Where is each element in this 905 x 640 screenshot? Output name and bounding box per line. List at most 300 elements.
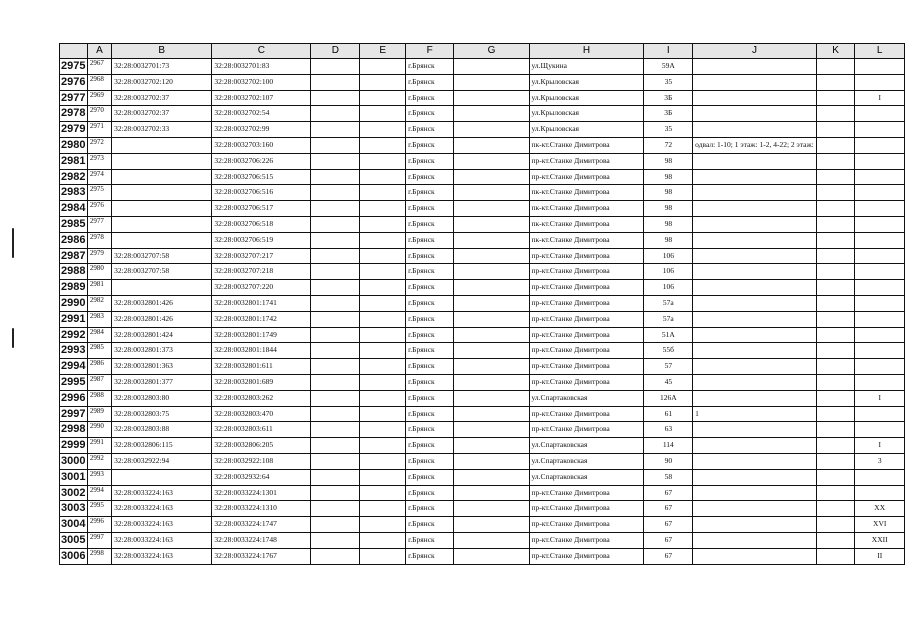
- cell-i[interactable]: 51А: [644, 327, 693, 343]
- cell-e[interactable]: [360, 485, 406, 501]
- cell-k[interactable]: [816, 295, 855, 311]
- cell-i[interactable]: 67: [644, 501, 693, 517]
- cell-i[interactable]: 55б: [644, 343, 693, 359]
- cell-b[interactable]: 32:28:0032702:120: [112, 74, 212, 90]
- cell-e[interactable]: [360, 501, 406, 517]
- cell-c[interactable]: 32:28:0032706:516: [212, 185, 311, 201]
- row-number[interactable]: 2992: [60, 327, 88, 343]
- cell-d[interactable]: [311, 185, 360, 201]
- cell-g[interactable]: [454, 295, 529, 311]
- cell-f[interactable]: г.Брянск: [406, 453, 454, 469]
- cell-k[interactable]: [816, 264, 855, 280]
- cell-l[interactable]: [855, 280, 905, 296]
- cell-a[interactable]: [87, 343, 111, 359]
- cell-e[interactable]: [360, 390, 406, 406]
- cell-a[interactable]: [87, 59, 111, 75]
- cell-b[interactable]: 32:28:0032707:58: [112, 264, 212, 280]
- cell-e[interactable]: [360, 422, 406, 438]
- cell-a[interactable]: [87, 106, 111, 122]
- cell-g[interactable]: [454, 422, 529, 438]
- cell-g[interactable]: [454, 216, 529, 232]
- cell-f[interactable]: г.Брянск: [406, 264, 454, 280]
- cell-e[interactable]: [360, 153, 406, 169]
- cell-b[interactable]: 32:28:0033224:163: [112, 532, 212, 548]
- cell-e[interactable]: [360, 106, 406, 122]
- cell-f[interactable]: г.Брянск: [406, 390, 454, 406]
- cell-d[interactable]: [311, 153, 360, 169]
- cell-a[interactable]: [87, 327, 111, 343]
- cell-k[interactable]: [816, 485, 855, 501]
- row-number[interactable]: 3001: [60, 469, 88, 485]
- cell-g[interactable]: [454, 517, 529, 533]
- cell-a[interactable]: [87, 532, 111, 548]
- cell-a[interactable]: [87, 248, 111, 264]
- cell-h[interactable]: ул.Спартаковская: [529, 453, 644, 469]
- cell-f[interactable]: г.Брянск: [406, 74, 454, 90]
- cell-j[interactable]: [693, 153, 817, 169]
- cell-a[interactable]: [87, 169, 111, 185]
- column-header-corner[interactable]: [60, 44, 88, 59]
- cell-f[interactable]: г.Брянск: [406, 532, 454, 548]
- cell-c[interactable]: 32:28:0032932:64: [212, 469, 311, 485]
- cell-c[interactable]: 32:28:0032806:205: [212, 438, 311, 454]
- cell-d[interactable]: [311, 469, 360, 485]
- cell-f[interactable]: г.Брянск: [406, 137, 454, 153]
- cell-f[interactable]: г.Брянск: [406, 122, 454, 138]
- cell-b[interactable]: 32:28:0032803:80: [112, 390, 212, 406]
- cell-d[interactable]: [311, 122, 360, 138]
- cell-c[interactable]: 32:28:0032801:1844: [212, 343, 311, 359]
- cell-j[interactable]: [693, 374, 817, 390]
- cell-f[interactable]: г.Брянск: [406, 469, 454, 485]
- cell-j[interactable]: [693, 469, 817, 485]
- cell-d[interactable]: [311, 485, 360, 501]
- cell-i[interactable]: 3Б: [644, 90, 693, 106]
- cell-e[interactable]: [360, 137, 406, 153]
- cell-f[interactable]: г.Брянск: [406, 248, 454, 264]
- cell-g[interactable]: [454, 532, 529, 548]
- cell-b[interactable]: 32:28:0032702:37: [112, 106, 212, 122]
- column-header-i[interactable]: I: [644, 44, 693, 59]
- cell-i[interactable]: 90: [644, 453, 693, 469]
- cell-c[interactable]: 32:28:0032701:83: [212, 59, 311, 75]
- cell-e[interactable]: [360, 438, 406, 454]
- cell-a[interactable]: [87, 406, 111, 422]
- cell-j[interactable]: [693, 280, 817, 296]
- cell-d[interactable]: [311, 74, 360, 90]
- cell-l[interactable]: II: [855, 548, 905, 564]
- cell-d[interactable]: [311, 232, 360, 248]
- row-number[interactable]: 3005: [60, 532, 88, 548]
- cell-j[interactable]: [693, 501, 817, 517]
- cell-b[interactable]: 32:28:0033224:163: [112, 517, 212, 533]
- cell-k[interactable]: [816, 169, 855, 185]
- cell-k[interactable]: [816, 548, 855, 564]
- cell-f[interactable]: г.Брянск: [406, 106, 454, 122]
- cell-a[interactable]: [87, 232, 111, 248]
- cell-k[interactable]: [816, 343, 855, 359]
- cell-b[interactable]: 32:28:0032803:75: [112, 406, 212, 422]
- cell-a[interactable]: [87, 74, 111, 90]
- cell-a[interactable]: [87, 295, 111, 311]
- cell-b[interactable]: [112, 232, 212, 248]
- cell-e[interactable]: [360, 406, 406, 422]
- cell-i[interactable]: 98: [644, 216, 693, 232]
- cell-c[interactable]: 32:28:0033224:1747: [212, 517, 311, 533]
- cell-i[interactable]: 35: [644, 122, 693, 138]
- cell-k[interactable]: [816, 201, 855, 217]
- cell-k[interactable]: [816, 327, 855, 343]
- cell-j[interactable]: [693, 359, 817, 375]
- cell-a[interactable]: [87, 517, 111, 533]
- cell-d[interactable]: [311, 517, 360, 533]
- cell-l[interactable]: [855, 248, 905, 264]
- cell-k[interactable]: [816, 137, 855, 153]
- cell-b[interactable]: 32:28:0033224:163: [112, 485, 212, 501]
- row-number[interactable]: 2987: [60, 248, 88, 264]
- cell-d[interactable]: [311, 359, 360, 375]
- cell-d[interactable]: [311, 548, 360, 564]
- cell-i[interactable]: 114: [644, 438, 693, 454]
- row-number[interactable]: 3006: [60, 548, 88, 564]
- row-number[interactable]: 2995: [60, 374, 88, 390]
- cell-h[interactable]: ул.Крыловская: [529, 106, 644, 122]
- cell-g[interactable]: [454, 280, 529, 296]
- cell-a[interactable]: [87, 390, 111, 406]
- row-number[interactable]: 2996: [60, 390, 88, 406]
- cell-i[interactable]: 57а: [644, 311, 693, 327]
- cell-a[interactable]: [87, 137, 111, 153]
- cell-i[interactable]: 67: [644, 485, 693, 501]
- cell-g[interactable]: [454, 374, 529, 390]
- cell-g[interactable]: [454, 406, 529, 422]
- cell-k[interactable]: [816, 216, 855, 232]
- cell-k[interactable]: [816, 311, 855, 327]
- cell-a[interactable]: [87, 485, 111, 501]
- cell-f[interactable]: г.Брянск: [406, 59, 454, 75]
- cell-d[interactable]: [311, 438, 360, 454]
- cell-b[interactable]: [112, 137, 212, 153]
- cell-c[interactable]: 32:28:0032702:107: [212, 90, 311, 106]
- cell-h[interactable]: пр-кт.Станке Димитрова: [529, 280, 644, 296]
- cell-k[interactable]: [816, 422, 855, 438]
- row-number[interactable]: 2980: [60, 137, 88, 153]
- cell-e[interactable]: [360, 343, 406, 359]
- cell-h[interactable]: пр-кт.Станке Димитрова: [529, 548, 644, 564]
- column-header-f[interactable]: F: [406, 44, 454, 59]
- row-number[interactable]: 2988: [60, 264, 88, 280]
- row-number[interactable]: 3004: [60, 517, 88, 533]
- row-number[interactable]: 2989: [60, 280, 88, 296]
- cell-j[interactable]: одвал: 1-10; 1 этаж: 1-2, 4-22; 2 этаж:: [693, 137, 817, 153]
- cell-a[interactable]: [87, 153, 111, 169]
- cell-e[interactable]: [360, 532, 406, 548]
- cell-e[interactable]: [360, 359, 406, 375]
- cell-l[interactable]: [855, 169, 905, 185]
- cell-h[interactable]: пр-кт.Станке Димитрова: [529, 343, 644, 359]
- cell-e[interactable]: [360, 74, 406, 90]
- row-number[interactable]: 3003: [60, 501, 88, 517]
- cell-l[interactable]: [855, 469, 905, 485]
- cell-l[interactable]: [855, 327, 905, 343]
- cell-l[interactable]: [855, 201, 905, 217]
- cell-l[interactable]: [855, 232, 905, 248]
- row-number[interactable]: 2982: [60, 169, 88, 185]
- cell-c[interactable]: 32:28:0032801:1742: [212, 311, 311, 327]
- cell-e[interactable]: [360, 248, 406, 264]
- cell-a[interactable]: [87, 216, 111, 232]
- cell-j[interactable]: [693, 185, 817, 201]
- cell-f[interactable]: г.Брянск: [406, 327, 454, 343]
- cell-h[interactable]: пр-кт.Станке Димитрова: [529, 153, 644, 169]
- cell-j[interactable]: [693, 90, 817, 106]
- cell-l[interactable]: [855, 343, 905, 359]
- cell-f[interactable]: г.Брянск: [406, 216, 454, 232]
- cell-b[interactable]: 32:28:0032702:33: [112, 122, 212, 138]
- row-number[interactable]: 2985: [60, 216, 88, 232]
- cell-a[interactable]: [87, 374, 111, 390]
- cell-f[interactable]: г.Брянск: [406, 343, 454, 359]
- cell-g[interactable]: [454, 201, 529, 217]
- column-header-j[interactable]: J: [693, 44, 817, 59]
- cell-k[interactable]: [816, 74, 855, 90]
- cell-h[interactable]: пр-кт.Станке Димитрова: [529, 295, 644, 311]
- cell-c[interactable]: 32:28:0032803:262: [212, 390, 311, 406]
- cell-l[interactable]: XX: [855, 501, 905, 517]
- cell-b[interactable]: 32:28:0032801:373: [112, 343, 212, 359]
- cell-b[interactable]: [112, 153, 212, 169]
- cell-i[interactable]: 67: [644, 532, 693, 548]
- cell-l[interactable]: [855, 216, 905, 232]
- cell-j[interactable]: [693, 232, 817, 248]
- cell-f[interactable]: г.Брянск: [406, 485, 454, 501]
- cell-g[interactable]: [454, 169, 529, 185]
- cell-d[interactable]: [311, 280, 360, 296]
- cell-j[interactable]: [693, 517, 817, 533]
- cell-g[interactable]: [454, 106, 529, 122]
- cell-i[interactable]: 98: [644, 153, 693, 169]
- cell-e[interactable]: [360, 264, 406, 280]
- cell-d[interactable]: [311, 137, 360, 153]
- cell-b[interactable]: 32:28:0032701:73: [112, 59, 212, 75]
- cell-g[interactable]: [454, 359, 529, 375]
- cell-d[interactable]: [311, 532, 360, 548]
- cell-h[interactable]: пр-кт.Станке Димитрова: [529, 264, 644, 280]
- cell-k[interactable]: [816, 90, 855, 106]
- cell-l[interactable]: [855, 422, 905, 438]
- cell-d[interactable]: [311, 311, 360, 327]
- cell-g[interactable]: [454, 548, 529, 564]
- cell-h[interactable]: ул.Спартаковская: [529, 469, 644, 485]
- cell-f[interactable]: г.Брянск: [406, 406, 454, 422]
- row-number[interactable]: 3002: [60, 485, 88, 501]
- cell-e[interactable]: [360, 469, 406, 485]
- cell-j[interactable]: [693, 422, 817, 438]
- cell-c[interactable]: 32:28:0032706:517: [212, 201, 311, 217]
- cell-l[interactable]: [855, 74, 905, 90]
- cell-i[interactable]: 57: [644, 359, 693, 375]
- cell-h[interactable]: пр-кт.Станке Димитрова: [529, 485, 644, 501]
- cell-c[interactable]: 32:28:0032702:100: [212, 74, 311, 90]
- cell-c[interactable]: 32:28:0032801:689: [212, 374, 311, 390]
- cell-j[interactable]: [693, 59, 817, 75]
- cell-l[interactable]: [855, 264, 905, 280]
- cell-f[interactable]: г.Брянск: [406, 232, 454, 248]
- cell-a[interactable]: [87, 122, 111, 138]
- row-number[interactable]: 2990: [60, 295, 88, 311]
- cell-k[interactable]: [816, 185, 855, 201]
- row-number[interactable]: 2994: [60, 359, 88, 375]
- cell-j[interactable]: [693, 122, 817, 138]
- cell-b[interactable]: 32:28:0032801:377: [112, 374, 212, 390]
- cell-d[interactable]: [311, 390, 360, 406]
- row-number[interactable]: 2979: [60, 122, 88, 138]
- cell-d[interactable]: [311, 374, 360, 390]
- row-number[interactable]: 2998: [60, 422, 88, 438]
- cell-c[interactable]: 32:28:0033224:1301: [212, 485, 311, 501]
- cell-d[interactable]: [311, 201, 360, 217]
- cell-g[interactable]: [454, 327, 529, 343]
- cell-b[interactable]: [112, 185, 212, 201]
- cell-e[interactable]: [360, 548, 406, 564]
- cell-l[interactable]: [855, 185, 905, 201]
- cell-k[interactable]: [816, 453, 855, 469]
- cell-b[interactable]: [112, 280, 212, 296]
- cell-b[interactable]: [112, 169, 212, 185]
- cell-i[interactable]: 106: [644, 264, 693, 280]
- cell-b[interactable]: 32:28:0032707:58: [112, 248, 212, 264]
- cell-h[interactable]: ул.Спартаковская: [529, 438, 644, 454]
- cell-f[interactable]: г.Брянск: [406, 517, 454, 533]
- cell-i[interactable]: 126А: [644, 390, 693, 406]
- cell-i[interactable]: 63: [644, 422, 693, 438]
- cell-a[interactable]: [87, 201, 111, 217]
- cell-i[interactable]: 98: [644, 232, 693, 248]
- column-header-h[interactable]: H: [529, 44, 644, 59]
- cell-d[interactable]: [311, 169, 360, 185]
- cell-l[interactable]: [855, 295, 905, 311]
- column-header-l[interactable]: L: [855, 44, 905, 59]
- cell-c[interactable]: 32:28:0032707:218: [212, 264, 311, 280]
- cell-e[interactable]: [360, 122, 406, 138]
- cell-k[interactable]: [816, 390, 855, 406]
- cell-f[interactable]: г.Брянск: [406, 280, 454, 296]
- column-header-e[interactable]: E: [360, 44, 406, 59]
- cell-i[interactable]: 106: [644, 280, 693, 296]
- cell-k[interactable]: [816, 517, 855, 533]
- cell-b[interactable]: 32:28:0032801:363: [112, 359, 212, 375]
- cell-j[interactable]: [693, 485, 817, 501]
- row-number[interactable]: 2993: [60, 343, 88, 359]
- row-number[interactable]: 2991: [60, 311, 88, 327]
- cell-k[interactable]: [816, 153, 855, 169]
- cell-b[interactable]: 32:28:0032922:94: [112, 453, 212, 469]
- cell-b[interactable]: 32:28:0033224:163: [112, 548, 212, 564]
- cell-e[interactable]: [360, 327, 406, 343]
- row-number[interactable]: 3000: [60, 453, 88, 469]
- cell-b[interactable]: 32:28:0032801:424: [112, 327, 212, 343]
- cell-a[interactable]: [87, 90, 111, 106]
- cell-e[interactable]: [360, 453, 406, 469]
- cell-g[interactable]: [454, 248, 529, 264]
- cell-d[interactable]: [311, 59, 360, 75]
- row-number[interactable]: 2983: [60, 185, 88, 201]
- cell-g[interactable]: [454, 390, 529, 406]
- cell-c[interactable]: 32:28:0032706:519: [212, 232, 311, 248]
- cell-a[interactable]: [87, 422, 111, 438]
- cell-k[interactable]: [816, 501, 855, 517]
- cell-h[interactable]: пк-кт.Станке Димитрова: [529, 232, 644, 248]
- cell-c[interactable]: 32:28:0032922:108: [212, 453, 311, 469]
- row-number[interactable]: 2978: [60, 106, 88, 122]
- cell-c[interactable]: 32:28:0032801:611: [212, 359, 311, 375]
- cell-j[interactable]: [693, 453, 817, 469]
- cell-j[interactable]: [693, 264, 817, 280]
- cell-c[interactable]: 32:28:0032801:1741: [212, 295, 311, 311]
- cell-g[interactable]: [454, 185, 529, 201]
- cell-c[interactable]: 32:28:0032801:1749: [212, 327, 311, 343]
- cell-f[interactable]: г.Брянск: [406, 201, 454, 217]
- cell-h[interactable]: пр-кт.Станке Димитрова: [529, 532, 644, 548]
- cell-i[interactable]: 67: [644, 517, 693, 533]
- cell-f[interactable]: г.Брянск: [406, 311, 454, 327]
- cell-k[interactable]: [816, 374, 855, 390]
- cell-j[interactable]: [693, 438, 817, 454]
- cell-l[interactable]: XXII: [855, 532, 905, 548]
- cell-f[interactable]: г.Брянск: [406, 438, 454, 454]
- cell-g[interactable]: [454, 469, 529, 485]
- cell-k[interactable]: [816, 280, 855, 296]
- cell-f[interactable]: г.Брянск: [406, 185, 454, 201]
- cell-f[interactable]: г.Брянск: [406, 295, 454, 311]
- cell-a[interactable]: [87, 311, 111, 327]
- cell-l[interactable]: [855, 374, 905, 390]
- cell-l[interactable]: [855, 106, 905, 122]
- cell-l[interactable]: 3: [855, 453, 905, 469]
- cell-f[interactable]: г.Брянск: [406, 374, 454, 390]
- cell-l[interactable]: [855, 311, 905, 327]
- cell-e[interactable]: [360, 374, 406, 390]
- cell-e[interactable]: [360, 295, 406, 311]
- cell-g[interactable]: [454, 232, 529, 248]
- cell-e[interactable]: [360, 59, 406, 75]
- cell-l[interactable]: I: [855, 390, 905, 406]
- row-number[interactable]: 2975: [60, 59, 88, 75]
- cell-c[interactable]: 32:28:0032803:470: [212, 406, 311, 422]
- cell-i[interactable]: 35: [644, 74, 693, 90]
- cell-h[interactable]: пр-кт.Станке Димитрова: [529, 248, 644, 264]
- cell-c[interactable]: 32:28:0032703:160: [212, 137, 311, 153]
- column-header-a[interactable]: A: [87, 44, 111, 59]
- column-header-b[interactable]: B: [112, 44, 212, 59]
- cell-l[interactable]: [855, 359, 905, 375]
- cell-i[interactable]: 3Б: [644, 106, 693, 122]
- cell-k[interactable]: [816, 59, 855, 75]
- cell-f[interactable]: г.Брянск: [406, 422, 454, 438]
- cell-c[interactable]: 32:28:0032706:226: [212, 153, 311, 169]
- cell-i[interactable]: 61: [644, 406, 693, 422]
- cell-c[interactable]: 32:28:0032702:54: [212, 106, 311, 122]
- cell-i[interactable]: 98: [644, 201, 693, 217]
- cell-d[interactable]: [311, 422, 360, 438]
- cell-j[interactable]: 1: [693, 406, 817, 422]
- cell-g[interactable]: [454, 343, 529, 359]
- cell-c[interactable]: 32:28:0032707:217: [212, 248, 311, 264]
- row-number[interactable]: 2977: [60, 90, 88, 106]
- cell-g[interactable]: [454, 264, 529, 280]
- cell-e[interactable]: [360, 90, 406, 106]
- cell-e[interactable]: [360, 201, 406, 217]
